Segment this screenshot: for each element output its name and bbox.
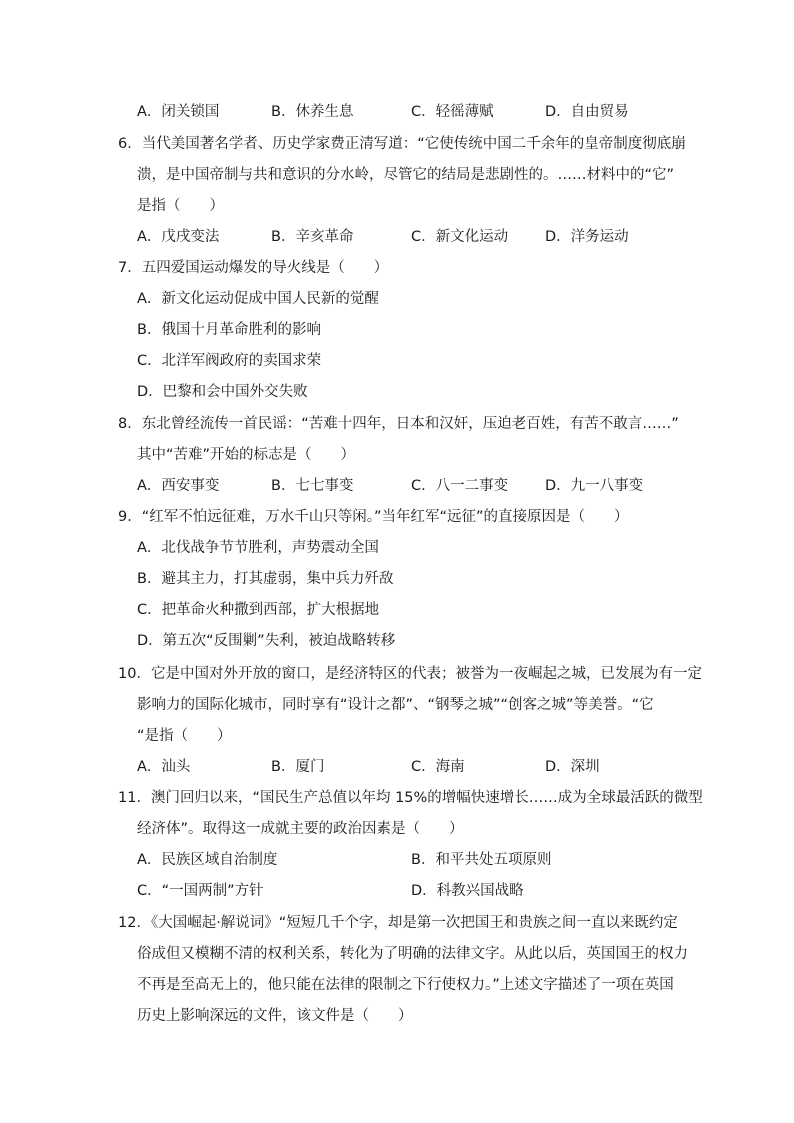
q8-stem-line: 8．东北曾经流传一首民谣：“苦难十四年，日本和汉奸，压迫老百姓，有苦不敢言……” bbox=[118, 416, 679, 432]
q11-option-d: D．科教兴国战略 bbox=[411, 883, 524, 899]
q8-stem-line: 其中“苦难”开始的标志是（ ） bbox=[137, 447, 356, 463]
q10-stem-line: “是指（ ） bbox=[137, 728, 232, 744]
q12-stem-line: 历史上影响深远的文件，该文件是（ ） bbox=[137, 1008, 413, 1024]
q11-stem-line: 经济体”。取得这一成就主要的政治因素是（ ） bbox=[137, 821, 464, 837]
q5-option-a: A．闭关锁国 bbox=[137, 104, 220, 120]
q5-option-c: C．轻徭薄赋 bbox=[411, 104, 494, 120]
q7-option-b: B．俄国十月革命胜利的影响 bbox=[137, 322, 321, 338]
q7-option-a: A．新文化运动促成中国人民新的觉醒 bbox=[137, 291, 379, 307]
q8-option-b: B．七七事变 bbox=[271, 478, 354, 494]
q6-option-a: A．戊戌变法 bbox=[137, 229, 220, 245]
q9-option-b: B．避其主力，打其虚弱，集中兵力歼敌 bbox=[137, 571, 394, 587]
q8-option-c: C．八一二事变 bbox=[411, 478, 509, 494]
q8-option-a: A．西安事变 bbox=[137, 478, 220, 494]
q6-stem-line: 6．当代美国著名学者、历史学家费正清写道：“它使传统中国二千余年的皇帝制度彻底崩 bbox=[118, 136, 686, 152]
q11-stem-line: 11．澳门回归以来，“国民生产总值以年均 15%的增幅快速增长……成为全球最活跃的微型 bbox=[118, 790, 703, 806]
q11-option-a: A．民族区域自治制度 bbox=[137, 852, 278, 868]
q6-option-d: D．洋务运动 bbox=[545, 229, 629, 245]
q7-stem-line: 7．五四爱国运动爆发的导火线是（ ） bbox=[118, 260, 389, 276]
q7-option-c: C．北洋军阀政府的卖国求荣 bbox=[137, 353, 322, 369]
q10-option-a: A．汕头 bbox=[137, 759, 191, 775]
q5-option-d: D．自由贸易 bbox=[545, 104, 629, 120]
q10-stem-line: 10．它是中国对外开放的窗口，是经济特区的代表；被誉为一夜崛起之城，已发展为有一定 bbox=[118, 666, 702, 682]
q10-stem-line: 影响力的国际化城市，同时享有“设计之都”、“钢琴之城”“创客之城”等美誉。“它 bbox=[137, 697, 654, 713]
q6-option-c: C．新文化运动 bbox=[411, 229, 509, 245]
q11-option-c: C．“一国两制”方针 bbox=[137, 883, 264, 899]
q6-option-b: B．辛亥革命 bbox=[271, 229, 354, 245]
q9-option-c: C．把革命火种撒到西部，扩大根据地 bbox=[137, 602, 380, 618]
q6-stem-line: 溃，是中国帝制与共和意识的分水岭，尽管它的结局是悲剧性的。……材料中的“它” bbox=[137, 167, 675, 183]
q10-option-b: B．厦门 bbox=[271, 759, 325, 775]
q11-option-b: B．和平共处五项原则 bbox=[411, 852, 552, 868]
q9-option-a: A．北伐战争节节胜利，声势震动全国 bbox=[137, 540, 379, 556]
q7-option-d: D．巴黎和会中国外交失败 bbox=[137, 384, 308, 400]
q10-option-c: C．海南 bbox=[411, 759, 465, 775]
q12-stem-line: 12．《大国崛起·解说词》“短短几千个字，却是第一次把国王和贵族之间一直以来既约定 bbox=[118, 915, 678, 931]
q12-stem-line: 不再是至高无上的，他只能在法律的限制之下行使权力。”上述文字描述了一项在英国 bbox=[137, 977, 674, 993]
q5-option-b: B．休养生息 bbox=[271, 104, 354, 120]
q9-option-d: D．第五次“反围剿”失利，被迫战略转移 bbox=[137, 633, 396, 649]
q6-stem-line: 是指（ ） bbox=[137, 198, 224, 214]
q9-stem-line: 9．“红军不怕远征难，万水千山只等闲。”当年红军“远征”的直接原因是（ ） bbox=[118, 509, 629, 525]
q8-option-d: D．九一八事变 bbox=[545, 478, 644, 494]
q10-option-d: D．深圳 bbox=[545, 759, 600, 775]
q12-stem-line: 俗成但又模糊不清的权利关系，转化为了明确的法律文字。从此以后，英国国王的权力 bbox=[137, 946, 688, 962]
